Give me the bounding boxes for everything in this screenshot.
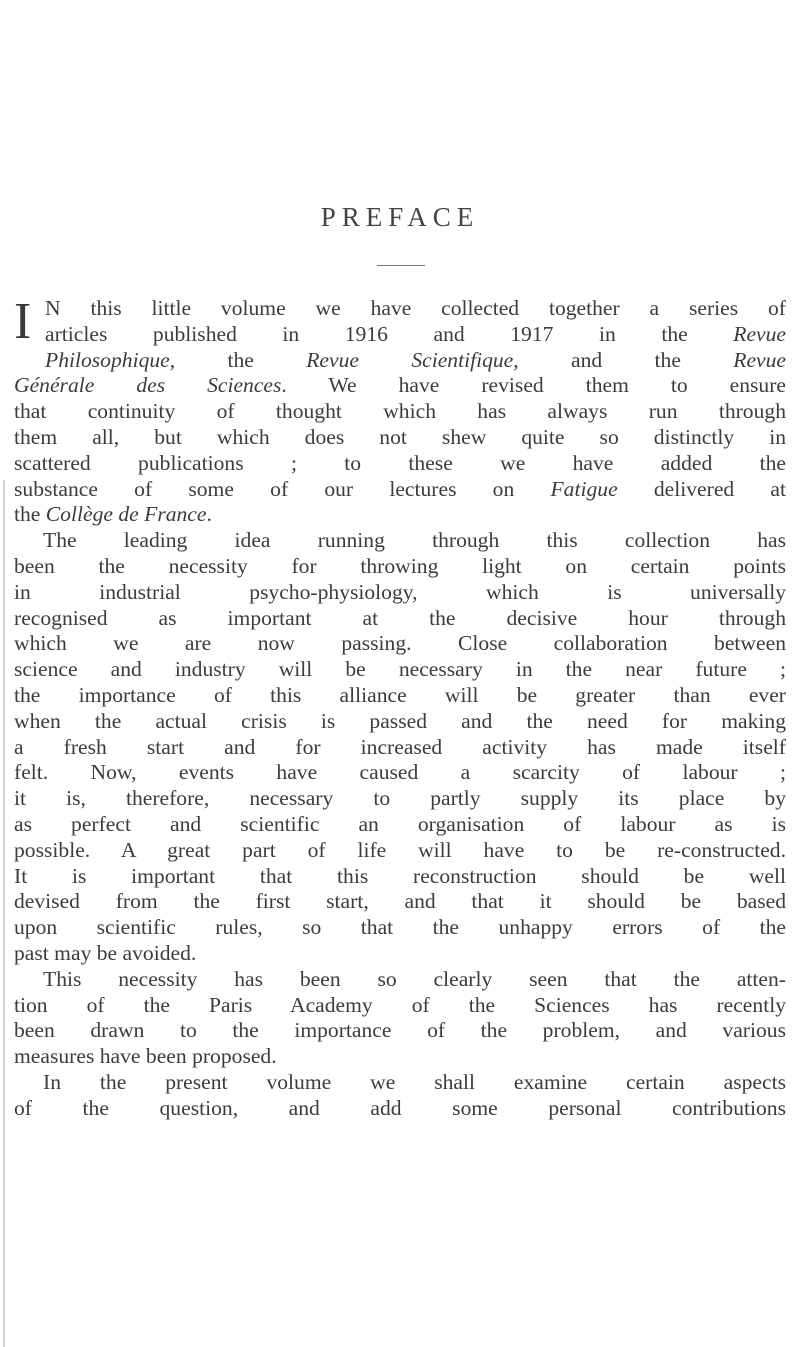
text-line: recognised as important at the decisive hour through: [14, 605, 786, 630]
drop-cap: I: [14, 293, 32, 350]
text-line: as perfect and scientific an organisation of labour as is: [14, 811, 786, 836]
text-line: past may be avoided.: [14, 940, 197, 965]
text-line: Philosophique, the Revue Scientifique, and the Revue: [45, 347, 787, 372]
text-line: it is, therefore, necessary to partly supply its place by: [14, 786, 786, 811]
text-line: This necessity has been so clearly seen that the atten-: [43, 966, 786, 991]
text-line: possible. A great part of life will have to be re-constructed.: [14, 837, 786, 862]
text-line: that continuity of thought which has always run through: [14, 399, 786, 424]
preface-heading: PREFACE: [320, 202, 480, 232]
text-line: The leading idea running through this collection has: [43, 528, 786, 553]
text-line: scattered publications ; to these we have added the: [14, 450, 786, 475]
text-line: measures have been proposed.: [14, 1044, 277, 1069]
text-line: in industrial psycho-physiology, which is universally: [14, 579, 786, 604]
text-line: N this little volume we have collected together a series of: [45, 296, 786, 320]
text-line: felt. Now, events have caused a scarcity of labour ;: [14, 760, 786, 785]
heading-divider: [377, 265, 425, 266]
text-line: devised from the first start, and that it should be based: [14, 889, 786, 914]
text-line: science and industry will be necessary in the near future ;: [14, 657, 786, 682]
text-line: upon scientific rules, so that the unhappy errors of the: [14, 915, 786, 940]
text-line: tion of the Paris Academy of the Sciences has recently: [14, 992, 786, 1017]
text-line: been the necessity for throwing light on certain points: [14, 553, 786, 578]
text-line: substance of some of our lectures on Fatigue delivered at: [14, 476, 786, 501]
text-line: a fresh start and for increased activity has made itself: [14, 734, 786, 759]
text-line: It is important that this reconstruction should be well: [14, 863, 786, 888]
text-line: Générale des Sciences. We have revised them to ensure: [14, 373, 786, 398]
text-line: been drawn to the importance of the problem, and various: [14, 1018, 786, 1043]
text-line: In the present volume we shall examine certain aspects: [43, 1069, 786, 1094]
text-line: articles published in 1916 and 1917 in the Revue: [45, 321, 786, 346]
text-line: the Collège de France.: [14, 502, 212, 527]
page-edge-rule: [3, 480, 5, 1347]
text-line: of the question, and add some personal contributions: [14, 1095, 786, 1120]
preface-body: [14, 293, 787, 1122]
text-line: which we are now passing. Close collaboration between: [14, 631, 786, 656]
text-line: them all, but which does not shew quite so distinctly in: [14, 424, 786, 449]
text-line: the importance of this alliance will be greater than ever: [14, 682, 786, 707]
text-line: when the actual crisis is passed and the need for making: [14, 708, 786, 733]
